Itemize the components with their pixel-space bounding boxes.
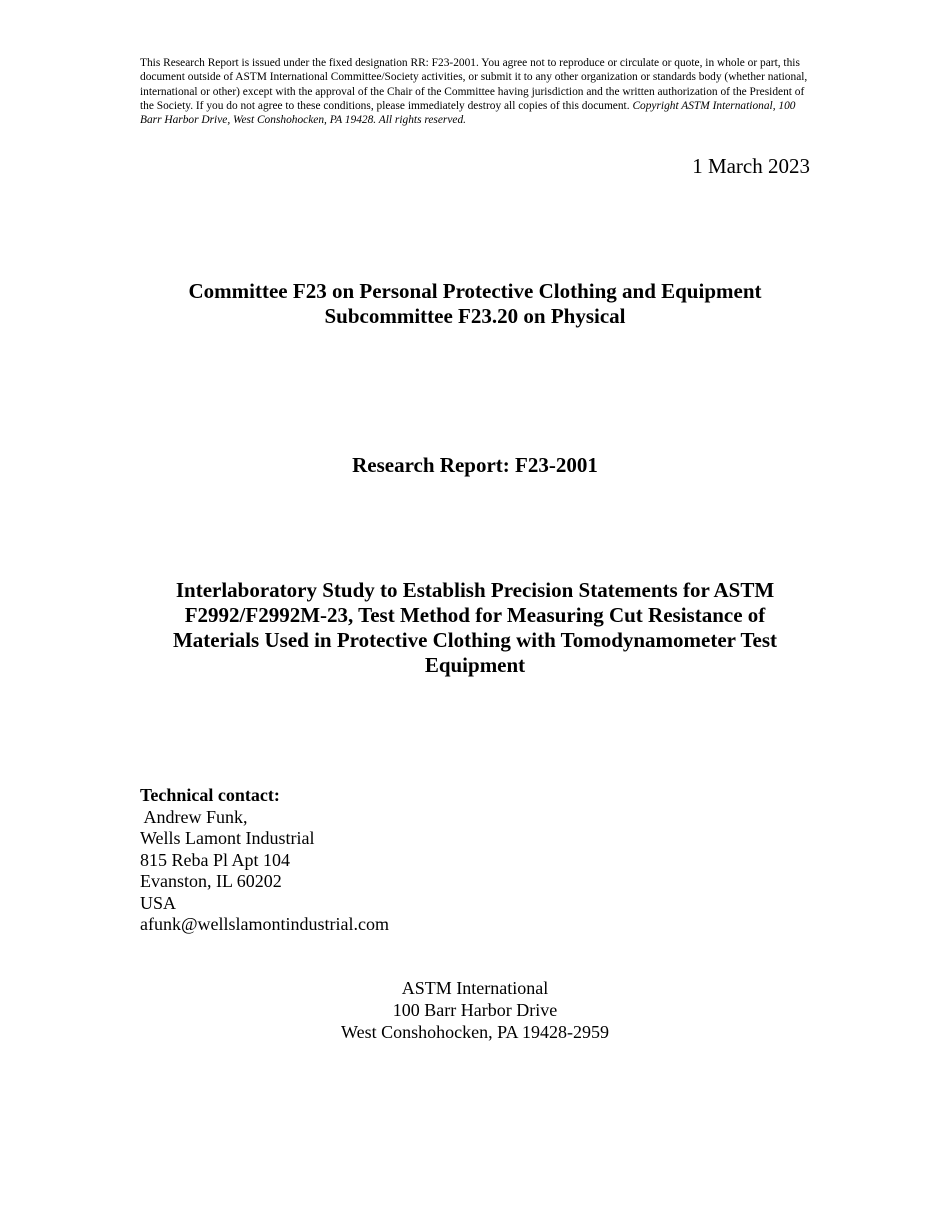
copyright-notice (140, 56, 812, 127)
astm-address-line-3: West Conshohocken, PA 19428-2959 (341, 1022, 609, 1042)
contact-name: Andrew Funk, (140, 806, 248, 827)
contact-company: Wells Lamont Industrial (140, 828, 315, 848)
astm-address-line-1: ASTM International (401, 978, 549, 998)
contact-heading: Technical contact: (140, 785, 280, 805)
contact-street: 815 Reba Pl Apt 104 (140, 849, 291, 870)
committee-name: Committee F23 on Personal Protective Clothing and Equipment (188, 279, 762, 303)
astm-address-line-2: 100 Barr Harbor Drive (392, 1000, 558, 1020)
astm-address (140, 977, 810, 1043)
study-title-line-2: F2992/F2992M-23, Test Method for Measuring Cut Resistance of (184, 603, 766, 627)
contact-email: afunk@wellslamontindustrial.com (140, 914, 390, 934)
report-date: 1 March 2023 (692, 154, 810, 178)
study-title-line-4: Equipment (424, 653, 526, 677)
subcommittee-name: Subcommittee F23.20 on Physical (324, 304, 626, 328)
committee-heading (140, 279, 810, 329)
study-title (140, 578, 810, 678)
report-title (140, 453, 810, 478)
report-title-text: Research Report: F23-2001 (352, 453, 598, 477)
study-title-line-1: Interlaboratory Study to Establish Precision Statements for ASTM (175, 578, 775, 602)
contact-country: USA (140, 892, 177, 913)
contact-city: Evanston, IL 60202 (140, 871, 282, 891)
copyright-line: Copyright ASTM International, 100 Barr Harbor Drive, West Conshohocken, PA 19428. All rights reserved. (140, 99, 796, 127)
notice-text: This Research Report is issued under the fixed designation RR: F23-2001. You agree not to reproduce or circulate or quote, in whole or part, this document outside of ASTM International Committee/Society activities, or submit it to any other organization or standards body (whether national, international or other) except with the approval of the Chair of the Committee having jurisdiction and the written authorization of the President of the Society. If you do not agree to these conditions, please immediately destroy all copies of this document. (140, 57, 808, 112)
technical-contact (140, 785, 389, 936)
study-title-line-3: Materials Used in Protective Clothing with Tomodynamometer Test (172, 628, 778, 652)
